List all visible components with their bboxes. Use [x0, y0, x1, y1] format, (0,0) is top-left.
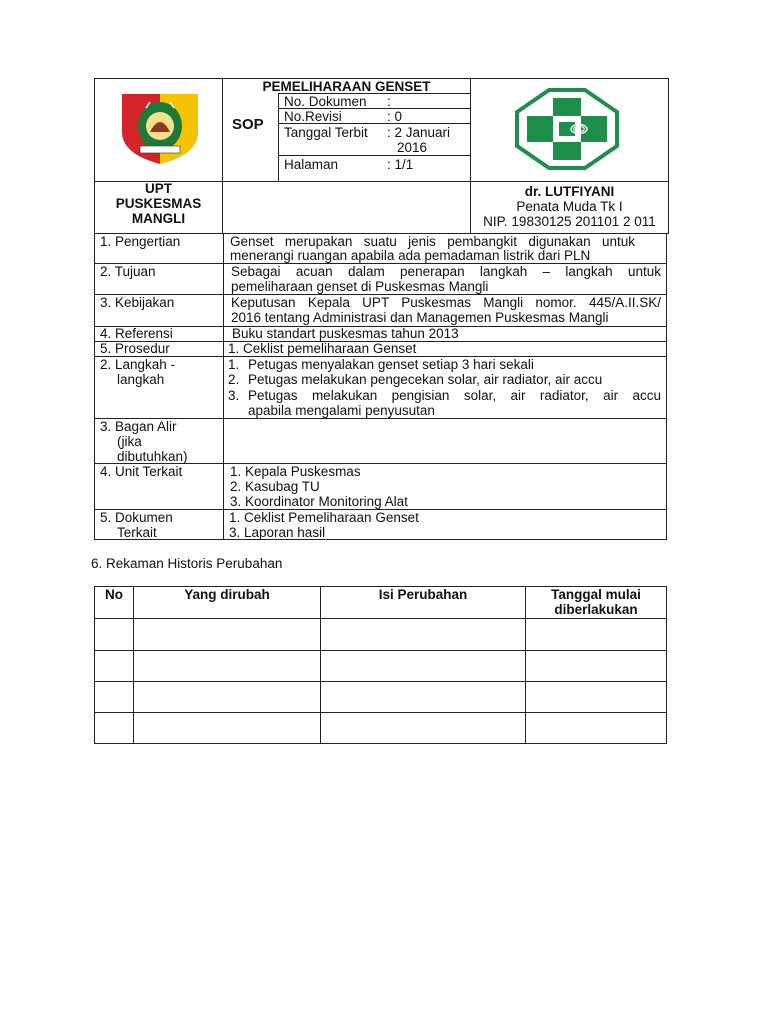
org-name-line1: UPT	[145, 181, 172, 196]
org-name-line3: MANGLI	[131, 211, 186, 226]
row-label-dokumen-2: Terkait	[117, 525, 157, 540]
document-title: PEMELIHARAAN GENSET	[262, 79, 431, 94]
row-label-referensi: 4. Referensi	[100, 326, 173, 341]
row-label-pengertian: 1. Pengertian	[100, 234, 181, 249]
row-text-pengertian-2: menerangi ruangan apabila ada pemadaman listrik dari PLN	[230, 248, 591, 263]
halaman-label: Halaman	[284, 157, 339, 172]
sop-label: SOP	[232, 116, 264, 133]
unit-item-3: 3. Koordinator Monitoring Alat	[230, 494, 408, 509]
tanggal-terbit-year: 2016	[397, 140, 428, 155]
unit-item-1: 1. Kepala Puskesmas	[230, 464, 361, 479]
step-number-1: 1.	[228, 357, 240, 372]
step-text-2: Petugas melakukan pengecekan solar, air radiator, air accu	[248, 372, 603, 387]
step-number-2: 2.	[228, 372, 240, 387]
no-revisi-value: : 0	[387, 109, 403, 124]
step-text-3-cont: apabila mengalami penyusutan	[248, 403, 435, 418]
step-text-1: Petugas menyalakan genset setiap 3 hari sekali	[248, 357, 534, 372]
row-label-langkah-2: langkah	[117, 372, 165, 387]
row-text-tujuan-1: Sebagai acuan dalam penerapan langkah – langkah untuk	[231, 264, 661, 279]
row-text-kebijakan-1: Keputusan Kepala UPT Puskesmas Mangli nomor. 445/A.II.SK/	[231, 295, 661, 310]
row-text-kebijakan-2: 2016 tentang Administrasi dan Managemen Puskesmas Mangli	[231, 310, 609, 325]
history-col-tanggal-1: Tanggal mulai	[551, 587, 641, 602]
row-label-langkah-1: 2. Langkah -	[100, 357, 176, 372]
history-col-isi-perubahan: Isi Perubahan	[378, 587, 468, 602]
history-title: 6. Rekaman Historis Perubahan	[91, 556, 283, 571]
halaman-value: : 1/1	[387, 157, 414, 172]
row-label-dokumen-1: 5. Dokumen	[100, 510, 173, 525]
row-text-prosedur: 1. Ceklist pemeliharaan Genset	[228, 341, 417, 356]
dokumen-item-2: 3. Laporan hasil	[229, 525, 326, 540]
dokumen-item-1: 1. Ceklist Pemeliharaan Genset	[229, 510, 419, 525]
regency-crest-logo	[116, 88, 204, 166]
row-label-bagan-alir-1: 3. Bagan Alir	[100, 419, 177, 434]
row-label-unit-terkait: 4. Unit Terkait	[100, 464, 183, 479]
tanggal-terbit-label: Tanggal Terbit	[284, 125, 368, 140]
row-label-prosedur: 5. Prosedur	[100, 341, 170, 356]
history-col-tanggal-2: diberlakukan	[554, 602, 638, 617]
no-dokumen-label: No. Dokumen	[284, 94, 367, 109]
signer-rank: Penata Muda Tk I	[516, 199, 623, 214]
step-text-3: Petugas melakukan pengisian solar, air radiator, air accu	[248, 388, 661, 403]
no-revisi-label: No.Revisi	[284, 109, 342, 124]
step-number-3: 3.	[228, 388, 240, 403]
row-label-bagan-alir-3: dibutuhkan)	[117, 449, 188, 464]
row-text-referensi: Buku standart puskesmas tahun 2013	[232, 326, 459, 341]
row-label-bagan-alir-2: (jika	[117, 434, 142, 449]
puskesmas-logo	[513, 88, 621, 170]
history-col-yang-dirubah: Yang dirubah	[184, 587, 270, 602]
row-text-tujuan-2: pemeliharaan genset di Puskesmas Mangli	[231, 279, 489, 294]
row-label-tujuan: 2. Tujuan	[100, 264, 156, 279]
history-col-no: No	[105, 587, 123, 602]
tanggal-terbit-value: : 2 Januari	[387, 125, 451, 140]
signer-nip: NIP. 19830125 201101 2 011	[483, 214, 656, 229]
unit-item-2: 2. Kasubag TU	[230, 479, 320, 494]
row-text-pengertian-1: Genset merupakan suatu jenis pembangkit digunakan untuk	[230, 234, 635, 249]
no-dokumen-value: :	[387, 94, 391, 109]
org-name-line2: PUSKESMAS	[115, 196, 202, 211]
signer-name: dr. LUTFIYANI	[524, 184, 615, 199]
row-label-kebijakan: 3. Kebijakan	[100, 295, 175, 310]
